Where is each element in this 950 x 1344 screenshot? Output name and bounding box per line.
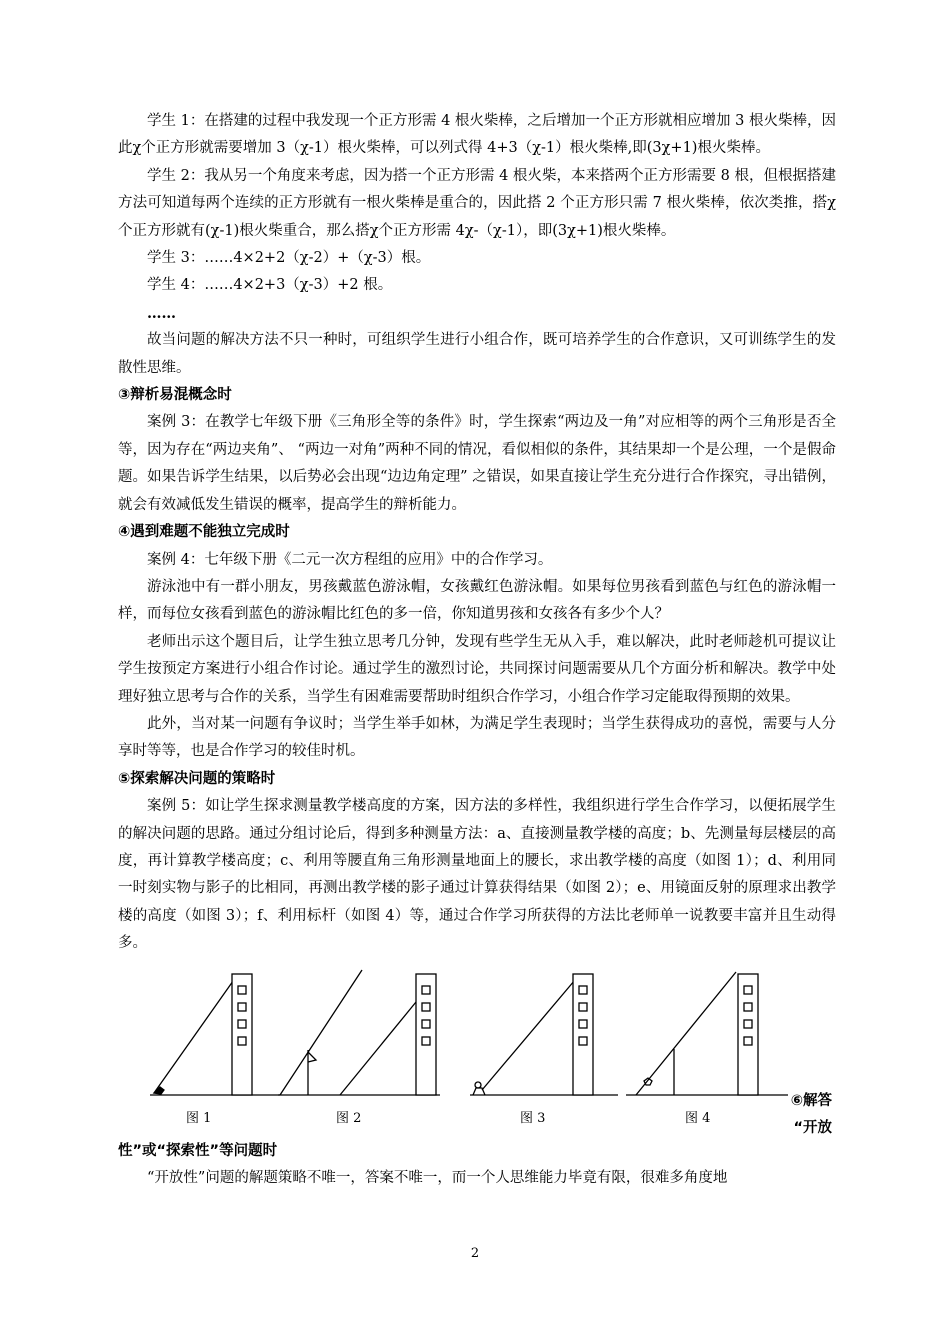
paragraph-case-3: 案例 3：在教学七年级下册《三角形全等的条件》时，学生探索“两边及一角”对应相等的两个三角形是否全等，因为存在“两边夹角”、 “两边一对角”两种不同的情况，看似相似的条件，其结果却一个是公理，一个是假命题。如果告诉学生结果，以后势必会出现“边边角定理” 之错误，如果直接让学生充分进行合作探究，寻出错例，就会有效减低发生错误的概率，提高学生的辩析能力。 — [118, 414, 836, 513]
figure-4-drawing — [626, 972, 788, 1095]
paragraph-conclusion: 故当问题的解决方法不只一种时，可组织学生进行小组合作，既可培养学生的合作意识，又可训练学生的发散性思维。 — [118, 332, 836, 376]
paragraph-teacher: 老师出示这个题目后，让学生独立思考几分钟，发现有些学生无从入手，难以解决，此时老师趁机可提议让学生按预定方案进行小组合作讨论。通过学生的激烈讨论，共同探讨问题需要从几个方面分析和解决。教学中处理好独立思考与合作的关系，当学生有困难需要帮助时组织合作学习，小组合作学习定能取得预期的效果。 — [118, 633, 836, 705]
paragraph-student-4: 学生 4：……4×2+3（χ-3）+2 根。 — [147, 277, 393, 294]
figure-row — [118, 962, 836, 1138]
section-heading-6-part-a: ⑥解答 — [790, 1092, 832, 1109]
section-heading-6-side — [791, 1088, 832, 1143]
figure-1-drawing — [150, 974, 280, 1095]
section-heading-3: ③辩析易混概念时 — [118, 387, 232, 404]
measurement-figures — [148, 962, 788, 1132]
figure-4-caption: 图 4 — [685, 1110, 711, 1126]
section-heading-4: ④遇到难题不能独立完成时 — [118, 524, 290, 541]
paragraph-swim-problem: 游泳池中有一群小朋友，男孩戴蓝色游泳帽，女孩戴红色游泳帽。如果每位男孩看到蓝色与红色的游泳帽一样，而每位女孩看到蓝色的游泳帽比红色的多一倍，你知道男孩和女孩各有多少个人？ — [118, 578, 836, 623]
section-heading-6-part-b: “开放 — [793, 1120, 832, 1136]
paragraph-student-2: 学生 2：我从另一个角度来考虑，因为搭一个正方形需 4 根火柴，本来搭两个正方形需要 8 根，但根据搭建方法可知道每两个连续的正方形就有一根火柴棒是重合的，因此搭 2 个正方形只需 7 根火柴棒，依次类推，搭χ个正方形就有(χ-1)根火柴重合，那么搭χ个正方形需 4χ-（χ-1），即(3χ+1)根火柴棒。 — [118, 167, 836, 239]
figure-3-caption: 图 3 — [520, 1110, 546, 1126]
page-number: 2 — [470, 1246, 480, 1261]
paragraph-student-3: 学生 3：……4×2+2（χ-2）+（χ-3）根。 — [147, 250, 431, 267]
page-content — [118, 108, 836, 1192]
figure-3-drawing — [470, 974, 618, 1095]
paragraph-case-5: 案例 5：如让学生探求测量教学楼高度的方案，因方法的多样性，我组织进行学生合作学习，以便拓展学生的解决问题的思路。通过分组讨论后，得到多种测量方法：a、直接测量教学楼的高度；b、先测量每层楼层的高度，再计算教学楼高度；c、利用等腰直角三角形测量地面上的腰长，求出教学楼的高度（如图 1）；d、利用同一时刻实物与影子的比相同，再测出教学楼的影子通过计算获得结果（如图 2）；e、用镜面反射的原理求出教学楼的高度（如图 3）；f、利用标杆（如图 4）等，通过合作学习所获得的方法比老师单一说教要丰富并且生动得多。 — [118, 798, 836, 952]
paragraph-open-questions: “开放性”问题的解题策略不唯一，答案不唯一，而一个人思维能力毕竟有限，很难多角度地 — [147, 1170, 728, 1186]
paragraph-student-1: 学生 1：在搭建的过程中我发现一个正方形需 4 根火柴棒，之后增加一个正方形就相应增加 3 根火柴棒，因此χ个正方形就需要增加 3（χ-1）根火柴棒，可以列式得 4+3（χ-1）根火柴棒,即(3χ+1)根火柴棒。 — [118, 113, 836, 157]
section-heading-5: ⑤探索解决问题的策略时 — [118, 770, 276, 787]
figure-2-caption: 图 2 — [336, 1110, 362, 1126]
figure-1-caption: 图 1 — [186, 1110, 212, 1126]
paragraph-ellipsis: …… — [147, 304, 176, 322]
paragraph-case-4: 案例 4：七年级下册《二元一次方程组的应用》中的合作学习。 — [147, 551, 553, 568]
figure-2-drawing — [278, 970, 440, 1095]
paragraph-other-timing: 此外，当对某一问题有争议时；当学生举手如林，为满足学生表现时；当学生获得成功的喜悦，需要与人分享时等等，也是合作学习的较佳时机。 — [118, 715, 836, 760]
section-heading-6: 性”或“探索性”等问题时 — [118, 1142, 278, 1159]
